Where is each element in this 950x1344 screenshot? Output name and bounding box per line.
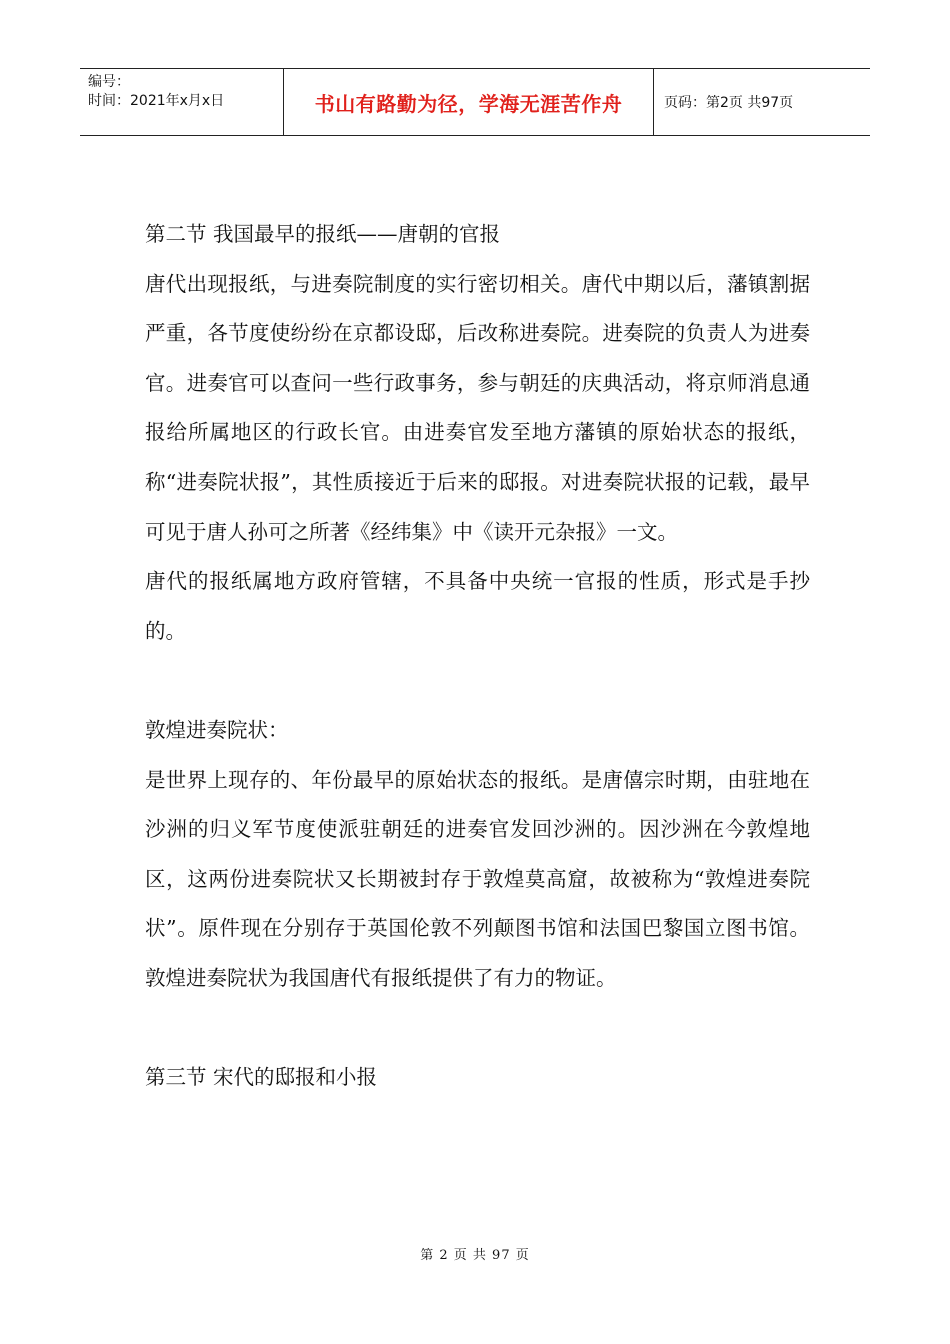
page-footer: 第 2 页 共 97 页 <box>420 1248 530 1263</box>
paragraph: 唐代的报纸属地方政府管辖，不具备中央统一官报的性质，形式是手抄的。 <box>145 569 810 643</box>
header-page-info <box>654 69 870 135</box>
motto: 书山有路勤为径，学海无涯苦作舟 <box>314 91 623 116</box>
page-info: 页码：第2页 共97页 <box>664 95 794 111</box>
spacer <box>145 1004 810 1054</box>
document-body <box>145 210 810 1103</box>
page-header <box>80 68 870 136</box>
section-heading: 敦煌进奏院状： <box>145 717 289 742</box>
section-heading: 第二节 我国最早的报纸——唐朝的官报 <box>145 222 501 246</box>
header-meta <box>80 69 283 135</box>
header-motto-cell <box>283 69 654 135</box>
serial-label: 编号： <box>88 74 130 90</box>
time-label: 时间：2021年x月x日 <box>88 93 225 109</box>
spacer <box>145 656 810 706</box>
paragraph: 唐代出现报纸，与进奏院制度的实行密切相关。唐代中期以后，藩镇割据严重，各节度使纷纷在京都设邸，后改称进奏院。进奏院的负责人为进奏官。进奏官可以查问一些行政事务，参与朝廷的庆典活动，将京师消息通报给所属地区的行政长官。由进奏官发至地方藩镇的原始状态的报纸，称“进奏院状报”，其性质接近于后来的邸报。对进奏院状报的记载，最早可见于唐人孙可之所著《经纬集》中《读开元杂报》一文。 <box>145 271 810 544</box>
paragraph: 是世界上现存的、年份最早的原始状态的报纸。是唐僖宗时期，由驻地在沙洲的归义军节度使派驻朝廷的进奏官发回沙洲的。因沙洲在今敦煌地区，这两份进奏院状又长期被封存于敦煌莫高窟，故被称为“敦煌进奏院状”。原件现在分别存于英国伦敦不列颠图书馆和法国巴黎国立图书馆。敦煌进奏院状为我国唐代有报纸提供了有力的物证。 <box>145 767 810 990</box>
section-heading: 第三节 宋代的邸报和小报 <box>145 1065 378 1090</box>
